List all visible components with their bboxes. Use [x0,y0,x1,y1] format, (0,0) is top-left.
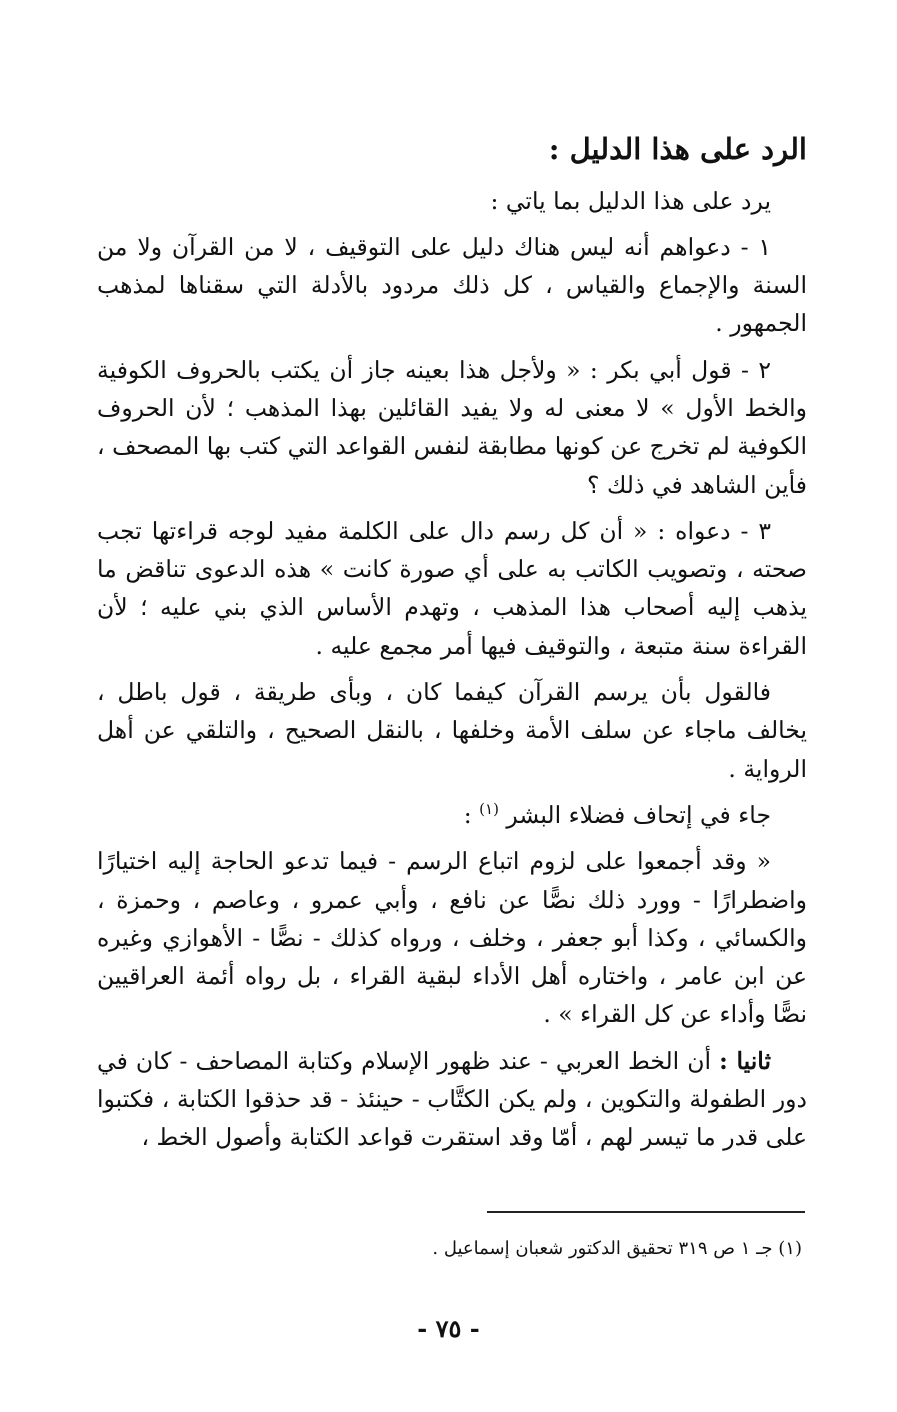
conclusion-paragraph: فالقول بأن يرسم القرآن كيفما كان ، وبأى طريقة ، قول باطل ، يخالف ماجاء عن سلف الأمة وخلفها ، بالنقل الصحيح ، والتلقي عن أهل الرواية . [97,678,807,783]
footnote-text: (١) جـ ١ ص ٣١٩ تحقيق الدكتور شعبان إسماعيل . [432,1238,802,1259]
point-3-paragraph: ٣ - دعواه : « أن كل رسم دال على الكلمة مفيد لوجه قراءتها تجب صحته ، وتصويب الكاتب به على أي صورة كانت » هذه الدعوى تناقض ما يذهب إليه أصحاب هذا المذهب ، وتهدم الأساس الذي بني عليه ؛ لأن القراءة سنة متبعة ، والتوقيف فيها أمر مجمع عليه . [97,516,807,660]
citation-intro-paragraph [97,796,807,834]
second-point-paragraph [97,1042,807,1157]
section-heading: الرد على هذا الدليل : [548,132,807,166]
intro-paragraph: يرد على هذا الدليل بما ياتي : [490,186,771,215]
second-point-text: أن الخط العربي - عند ظهور الإسلام وكتابة المصاحف - كان في دور الطفولة والتكوين ، ولم يكن الكتَّاب - حينئذ - قد حذقوا الكتابة ، فكتبوا على قدر ما تيسر لهم ، أمّا وقد استقرت قواعد الكتابة وأصول الخط ، [97,1046,807,1152]
second-point-lead: ثانيا : [719,1046,771,1075]
citation-intro-text: جاء في إتحاف فضلاء البشر [506,800,771,829]
footnote-divider [487,1211,805,1213]
citation-colon: : [463,800,480,829]
point-1-paragraph: ١ - دعواهم أنه ليس هناك دليل على التوقيف ، لا من القرآن ولا من السنة والإجماع والقياس ، كل ذلك مردود بالأدلة التي سقناها لمذهب الجمهور . [97,232,807,338]
page-number: - ٧٥ - [417,1314,480,1343]
quote-paragraph: « وقد أجمعوا على لزوم اتباع الرسم - فيما تدعو الحاجة إليه اختيارًا واضطرارًا - وورد ذلك نصًّا عن نافع ، وأبي عمرو ، وعاصم ، وحمزة ، والكسائي ، وكذا أبو جعفر ، وخلف ، ورواه كذلك - نصًّا - الأهوازي وغيره عن ابن عامر ، واختاره أهل الأداء لبقية القراء ، بل رواه أئمة العراقيين نصًّا وأداء عن كل القراء » . [97,847,807,1029]
point-2-paragraph: ٢ - قول أبي بكر : « ولأجل هذا بعينه جاز أن يكتب بالحروف الكوفية والخط الأول » لا معنى له ولا يفيد القائلين بهذا المذهب ؛ لأن الحروف الكوفية لم تخرج عن كونها مطابقة لنفس القواعد التي كتب بها المصحف ، فأين الشاهد في ذلك ؟ [97,355,807,499]
main-text [97,128,807,1165]
footnote-marker: (١) [479,800,499,819]
